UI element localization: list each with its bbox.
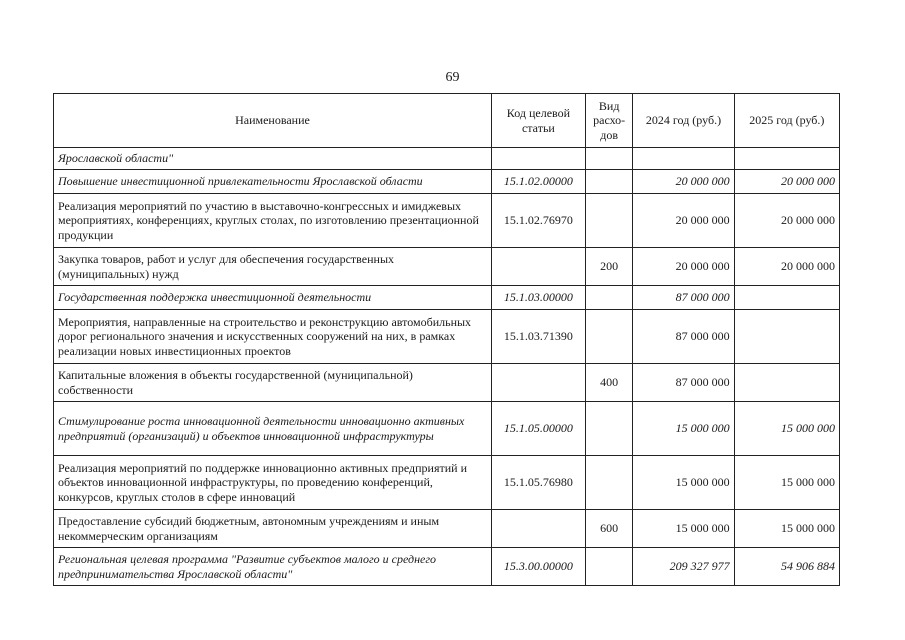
cell-2025: 15 000 000 <box>734 402 839 456</box>
cell-code: 15.1.02.76970 <box>491 194 585 248</box>
table-row <box>54 402 840 456</box>
cell-2025: 20 000 000 <box>734 248 839 286</box>
page-number: 69 <box>445 70 460 85</box>
cell-2025 <box>734 286 839 310</box>
cell-2025: 54 906 884 <box>734 548 839 586</box>
cell-code: 15.1.05.00000 <box>491 402 585 456</box>
header-code: Код целевой статьи <box>491 94 585 148</box>
cell-name: Закупка товаров, работ и услуг для обеспечения государственных (муниципальных) нужд <box>54 248 492 286</box>
cell-2024: 20 000 000 <box>633 194 734 248</box>
cell-2024: 87 000 000 <box>633 364 734 402</box>
cell-type <box>585 548 633 586</box>
table-body <box>54 148 840 586</box>
cell-type <box>585 148 633 170</box>
cell-type <box>585 170 633 194</box>
cell-2024: 15 000 000 <box>633 402 734 456</box>
table-row <box>54 364 840 402</box>
table-row <box>54 286 840 310</box>
cell-code <box>491 248 585 286</box>
cell-2024: 20 000 000 <box>633 170 734 194</box>
cell-type <box>585 194 633 248</box>
cell-2024 <box>633 148 734 170</box>
cell-code: 15.1.03.71390 <box>491 310 585 364</box>
cell-type <box>585 310 633 364</box>
cell-2025 <box>734 364 839 402</box>
cell-name: Реализация мероприятий по поддержке инновационно активных предприятий и объектов инновационной инфраструктуры, по проведению конференций, конкурсов, круглых столов в сфере инноваций <box>54 456 492 510</box>
cell-code: 15.1.03.00000 <box>491 286 585 310</box>
cell-name: Стимулирование роста инновационной деятельности инновационно активных предприятий (организаций) и объектов инновационной инфраструктуры <box>54 402 492 456</box>
cell-type: 200 <box>585 248 633 286</box>
cell-2025 <box>734 310 839 364</box>
cell-name: Реализация мероприятий по участию в выставочно-конгрессных и имиджевых мероприятиях, конференциях, круглых столах, по изготовлению презентационной продукции <box>54 194 492 248</box>
table-row <box>54 248 840 286</box>
cell-type: 400 <box>585 364 633 402</box>
cell-name: Капитальные вложения в объекты государственной (муниципальной) собственности <box>54 364 492 402</box>
cell-name: Ярославской области" <box>54 148 492 170</box>
cell-code <box>491 510 585 548</box>
table-row <box>54 194 840 248</box>
cell-code: 15.1.02.00000 <box>491 170 585 194</box>
header-name: Наименование <box>54 94 492 148</box>
cell-2024: 20 000 000 <box>633 248 734 286</box>
cell-name: Повышение инвестиционной привлекательности Ярославской области <box>54 170 492 194</box>
cell-name: Мероприятия, направленные на строительство и реконструкцию автомобильных дорог регионального значения и искусственных сооружений на них, в рамках реализации новых инвестиционных проектов <box>54 310 492 364</box>
budget-table <box>53 93 840 586</box>
table-header-row <box>54 94 840 148</box>
cell-2025: 15 000 000 <box>734 456 839 510</box>
table-row <box>54 510 840 548</box>
header-2025: 2025 год (руб.) <box>734 94 839 148</box>
cell-2025 <box>734 148 839 170</box>
cell-name: Региональная целевая программа "Развитие субъектов малого и среднего предпринимательства Ярославской области" <box>54 548 492 586</box>
table-row <box>54 548 840 586</box>
header-2024: 2024 год (руб.) <box>633 94 734 148</box>
cell-2025: 15 000 000 <box>734 510 839 548</box>
cell-2024: 15 000 000 <box>633 456 734 510</box>
table-row <box>54 456 840 510</box>
cell-2025: 20 000 000 <box>734 170 839 194</box>
cell-name: Государственная поддержка инвестиционной деятельности <box>54 286 492 310</box>
cell-code <box>491 148 585 170</box>
cell-type <box>585 456 633 510</box>
cell-code <box>491 364 585 402</box>
cell-2024: 15 000 000 <box>633 510 734 548</box>
cell-2024: 87 000 000 <box>633 286 734 310</box>
cell-name: Предоставление субсидий бюджетным, автономным учреждениям и иным некоммерческим организациям <box>54 510 492 548</box>
cell-type <box>585 286 633 310</box>
table-row <box>54 310 840 364</box>
cell-code: 15.3.00.00000 <box>491 548 585 586</box>
cell-2025: 20 000 000 <box>734 194 839 248</box>
cell-type <box>585 402 633 456</box>
table-row <box>54 148 840 170</box>
cell-type: 600 <box>585 510 633 548</box>
table-row <box>54 170 840 194</box>
header-type: Вид расхо-дов <box>585 94 633 148</box>
cell-2024: 87 000 000 <box>633 310 734 364</box>
cell-2024: 209 327 977 <box>633 548 734 586</box>
cell-code: 15.1.05.76980 <box>491 456 585 510</box>
